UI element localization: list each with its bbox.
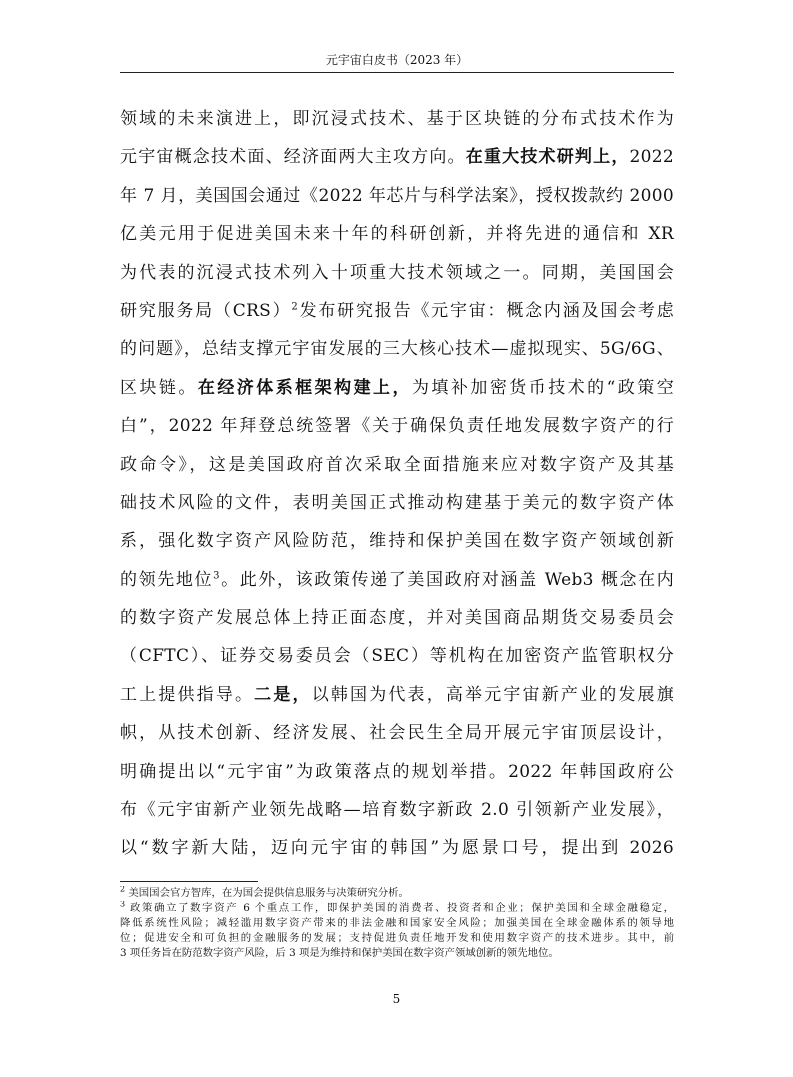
text-segment: 工上提供指导。 [120,684,255,705]
footnote-text: 3 项任务旨在防范数字资产风险，后 3 项是为维持和保护美国在数字资产领域创新的领先地位。 [120,947,559,959]
text-segment: 的数字资产发展总体上持正面态度，并对美国商品期货交易委员会 [120,608,674,629]
footnote-line [120,886,674,901]
footnote-mark: 3 [120,901,126,909]
text-segment: 明确提出以“元宇宙”为政策落点的规划举措。2022 年韩国政府公 [120,761,674,782]
footnote-text: 降低系统性风险；减轻滥用数字资产带来的非法金融和国家安全风险；加强美国在全球金融体系的领导地 [120,917,674,929]
text-segment: 为代表的沉浸式技术列入十项重大技术领域之一。同期，美国国会 [120,262,674,283]
footnote-reference: 3 [213,570,220,582]
text-segment: 布《元宇宙新产业领先战略—培育数字新政 2.0 引领新产业发展》， [120,800,674,821]
body-line [120,254,674,292]
text-segment: 亿美元用于促进美国未来十年的科研创新，并将先进的通信和 XR [120,224,674,245]
text-segment: 领域的未来演进上，即沉浸式技术、基于区块链的分布式技术作为 [120,109,674,129]
bold-phrase: 二是， [254,684,312,705]
footnote-rule [120,881,258,882]
body-line [120,446,674,484]
footnote-line [120,916,674,931]
text-segment: 研究服务局（CRS） [120,300,292,321]
footnote-line [120,946,674,961]
text-segment: 。此外，该政策传递了美国政府对涵盖 Web3 概念在内 [219,569,674,590]
body-line [120,561,674,599]
footnote-line [120,931,674,946]
text-segment: 系，强化数字资产风险防范，维持和保护美国在数字资产领域创新 [120,531,674,552]
body-line [120,714,674,752]
body-line [120,753,674,791]
body-line [120,215,674,253]
body-text [120,100,674,868]
text-segment: 元宇宙概念技术面、经济面两大主攻方向。 [120,147,466,168]
text-segment: 础技术风险的文件，表明美国正式推动构建基于美元的数字资产体 [120,492,674,513]
text-segment: （CFTC）、证券交易委员会（SEC）等机构在加密资产监管职权分 [120,646,674,667]
body-line [120,369,674,407]
body-line [120,791,674,829]
body-line [120,484,674,522]
text-segment: 以韩国为代表，高举元宇宙新产业的发展旗 [311,684,674,705]
text-segment: 发布研究报告《元宇宙：概念内涵及国会考虑 [298,300,675,321]
text-segment: 区块链。 [120,377,198,398]
body-line [120,330,674,368]
text-segment: 年 7 月，美国国会通过《2022 年芯片与科学法案》，授权拨款约 2000 [120,185,674,206]
footnote-text: 美国国会官方智库，在为国会提供信息服务与决策研究分析。 [128,887,409,899]
footnote-reference: 2 [291,301,299,313]
body-line [120,676,674,714]
footnote-mark: 2 [120,886,126,894]
bold-phrase: 在经济体系框架构建上， [197,377,412,398]
body-line [120,177,674,215]
text-segment: 为填补加密货币技术的“政策空 [411,377,674,398]
text-segment: 政命令》，这是美国政府首次采取全面措施来应对数字资产及其基 [120,454,674,475]
footnotes [120,886,674,961]
text-segment: 2022 [629,147,674,168]
text-segment: 帜，从技术创新、经济发展、社会民生全局开展元宇宙顶层设计， [120,723,674,744]
text-segment: 的问题》，总结支撑元宇宙发展的三大核心技术—虚拟现实、5G/6G、 [120,339,674,360]
body-line [120,599,674,637]
body-line [120,522,674,560]
body-line [120,100,674,138]
text-segment: 的领先地位 [120,569,214,590]
text-segment: 以“数字新大陆，迈向元宇宙的韩国”为愿景口号，提出到 2026 [120,838,674,859]
page-number: 5 [392,992,401,1006]
footnote-text: 政策确立了数字资产 6 个重点工作，即保护美国的消费者、投资者和企业；保护美国和全球金融稳定， [130,902,674,914]
body-line [120,292,674,330]
footnote-line [120,901,674,916]
footnote-text: 位；促进安全和可负担的金融服务的发展；支持促进负责任地开发和使用数字资产的技术进步。其中，前 [120,932,674,944]
bold-phrase: 在重大技术研判上， [465,147,630,168]
header-rule [120,72,674,73]
running-header: 元宇宙白皮书（2023 年） [325,53,469,67]
body-line [120,829,674,867]
text-segment: 白”，2022 年拜登总统签署《关于确保负责任地发展数字资产的行 [120,416,674,437]
body-line [120,407,674,445]
body-line [120,138,674,176]
body-line [120,637,674,675]
